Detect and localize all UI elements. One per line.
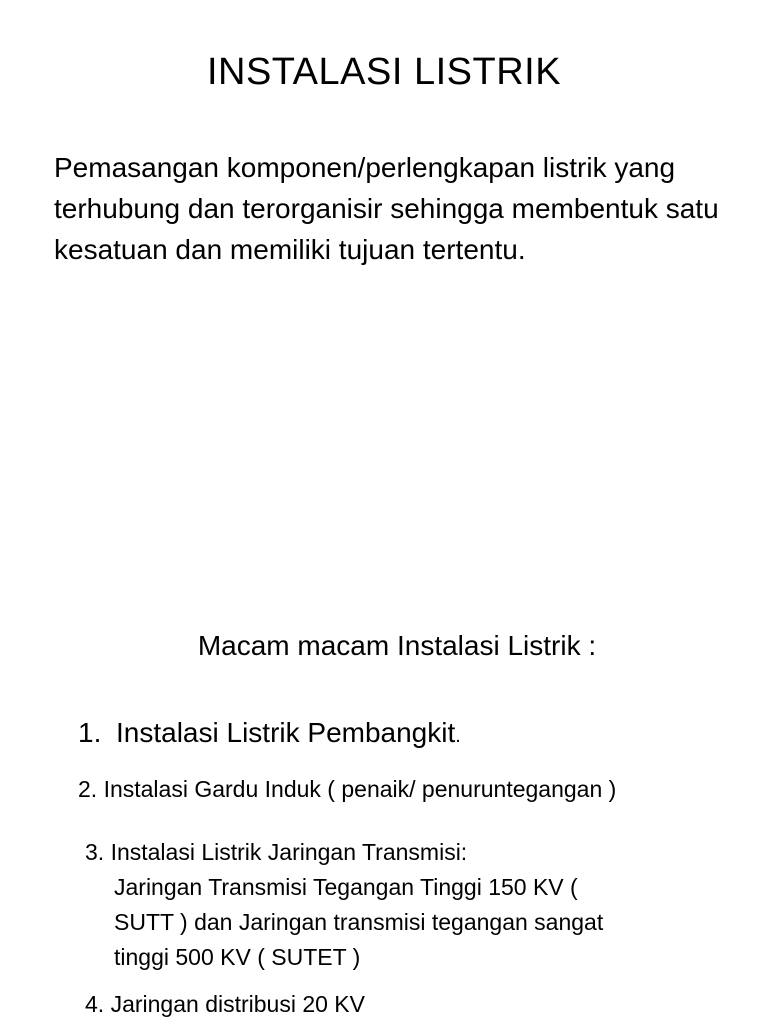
list-item-trailing-period: . <box>455 725 461 747</box>
list-item-detail-line: tinggi 500 KV ( SUTET ) <box>114 944 361 970</box>
list-heading: Macam macam Instalasi Listrik : <box>197 630 597 661</box>
list-item-label: 3. Instalasi Listrik Jaringan Transmisi: <box>85 839 468 865</box>
list-item-4: 4. Jaringan distribusi 20 KV <box>85 991 365 1017</box>
list-item-2: 2. Instalasi Gardu Induk ( penaik/ penuruntegangan ) <box>78 776 617 802</box>
list-item-detail-line: Jaringan Transmisi Tegangan Tinggi 150 KV ( <box>114 874 578 900</box>
definition-text: Pemasangan komponen/perlengkapan listrik yang terhubung dan terorganisir sehingga membentuk satu kesatuan dan memiliki tujuan tertentu. <box>54 152 719 265</box>
list-item-3 <box>85 835 603 975</box>
list-item-detail-line: SUTT ) dan Jaringan transmisi tegangan sangat <box>114 909 604 935</box>
slide-title: INSTALASI LISTRIK <box>206 51 562 93</box>
list-item-1 <box>78 714 461 755</box>
list-item-number: 1. <box>78 717 102 748</box>
list-item-label: Instalasi Listrik Pembangkit <box>116 717 456 748</box>
